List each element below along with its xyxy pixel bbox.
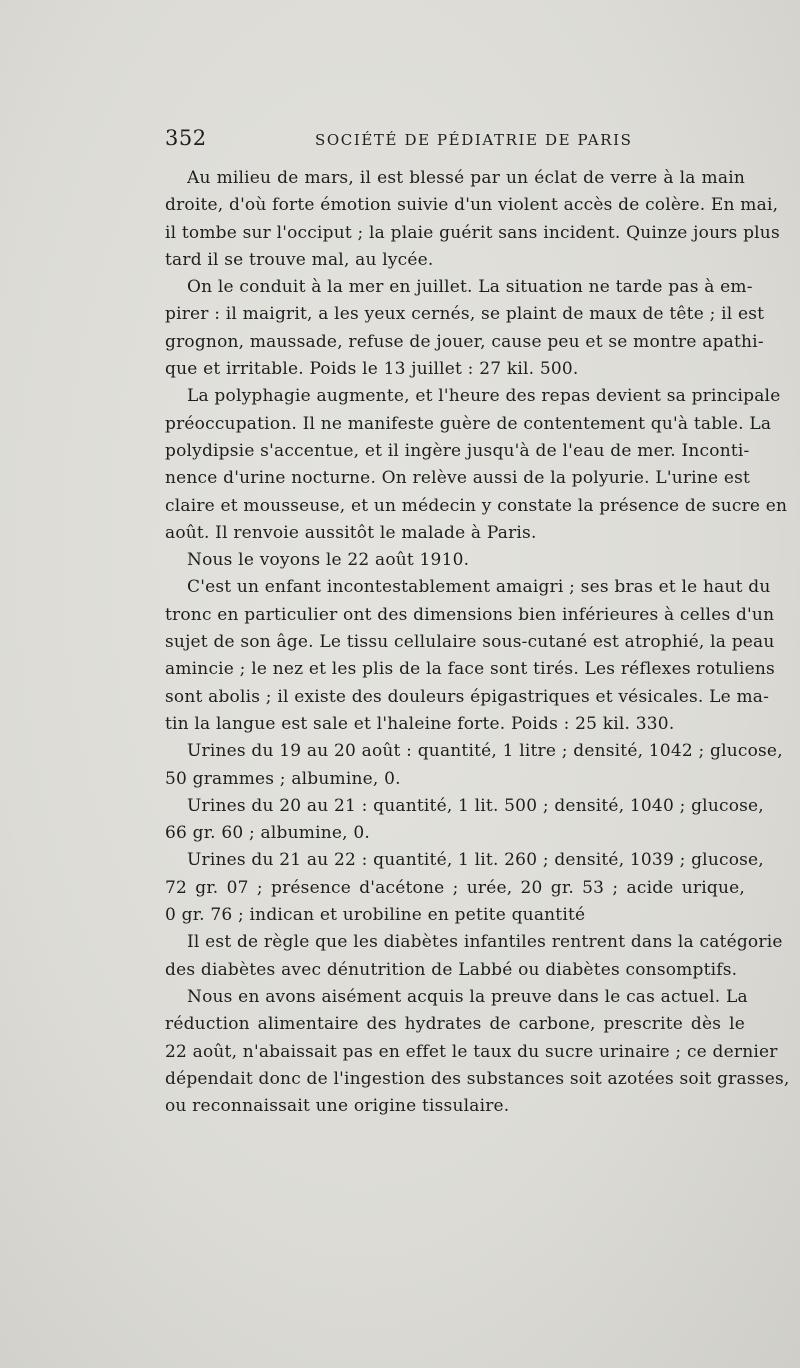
text-line: grognon, maussade, refuse de jouer, cause peu et se montre apathi- <box>165 331 764 352</box>
text-line: amincie ; le nez et les plis de la face sont tirés. Les réflexes rotuliens <box>165 659 775 680</box>
text-line: polydipsie s'accentue, et il ingère jusqu'à de l'eau de mer. Inconti- <box>165 440 750 461</box>
text-line: Urines du 20 au 21 : quantité, 1 lit. 500 ; densité, 1040 ; glucose, <box>187 795 764 816</box>
text-line: réduction alimentaire des hydrates de carbone, prescrite dès le <box>165 1014 745 1035</box>
text-line: des diabètes avec dénutrition de Labbé ou diabètes consomptifs. <box>165 959 738 980</box>
text-line: droite, d'où forte émotion suivie d'un violent accès de colère. En mai, <box>165 195 779 216</box>
body-text <box>165 165 790 1120</box>
text-line: dépendait donc de l'ingestion des substances soit azotées soit grasses, <box>165 1068 790 1089</box>
text-line: On le conduit à la mer en juillet. La situation ne tarde pas à em- <box>187 277 753 298</box>
text-line: 0 gr. 76 ; indican et urobiline en petite quantité <box>165 905 586 926</box>
text-line: 50 grammes ; albumine, 0. <box>165 768 401 789</box>
text-line: que et irritable. Poids le 13 juillet : 27 kil. 500. <box>165 359 579 380</box>
text-line: il tombe sur l'occiput ; la plaie guérit sans incident. Quinze jours plus <box>165 222 780 243</box>
text-line: ou reconnaissait une origine tissulaire. <box>165 1096 510 1117</box>
text-line: tard il se trouve mal, au lycée. <box>165 249 434 270</box>
text-line: Urines du 21 au 22 : quantité, 1 lit. 260 ; densité, 1039 ; glucose, <box>187 850 764 871</box>
text-line: tronc en particulier ont des dimensions bien inférieures à celles d'un <box>165 604 775 625</box>
running-title: SOCIÉTÉ DE PÉDIATRIE DE PARIS <box>315 131 633 149</box>
text-line: sujet de son âge. Le tissu cellulaire sous-cutané est atrophié, la peau <box>165 632 775 653</box>
text-line: pirer : il maigrit, a les yeux cernés, se plaint de maux de tête ; il est <box>165 304 765 325</box>
text-line: claire et mousseuse, et un médecin y constate la présence de sucre en <box>165 495 788 516</box>
text-line: C'est un enfant incontestablement amaigri ; ses bras et le haut du <box>187 577 771 598</box>
text-line: août. Il renvoie aussitôt le malade à Paris. <box>165 522 537 543</box>
text-line: 72 gr. 07 ; présence d'acétone ; urée, 20 gr. 53 ; acide urique, <box>165 877 745 898</box>
text-line: Nous en avons aisément acquis la preuve dans le cas actuel. La <box>187 986 748 1007</box>
text-line: 22 août, n'abaissait pas en effet le taux du sucre urinaire ; ce dernier <box>165 1041 778 1062</box>
page-number: 352 <box>165 126 207 150</box>
text-line: Nous le voyons le 22 août 1910. <box>187 550 470 571</box>
text-line: Il est de règle que les diabètes infantiles rentrent dans la catégorie <box>187 932 783 953</box>
text-line: nence d'urine nocturne. On relève aussi de la polyurie. L'urine est <box>165 468 751 489</box>
text-line: préoccupation. Il ne manifeste guère de contentement qu'à table. La <box>165 413 772 434</box>
page-header <box>165 126 755 156</box>
text-line: Urines du 19 au 20 août : quantité, 1 litre ; densité, 1042 ; glucose, <box>187 741 783 762</box>
text-line: La polyphagie augmente, et l'heure des repas devient sa principale <box>187 386 781 407</box>
text-line: Au milieu de mars, il est blessé par un éclat de verre à la main <box>187 168 745 188</box>
text-line: 66 gr. 60 ; albumine, 0. <box>165 823 370 844</box>
text-line: tin la langue est sale et l'haleine forte. Poids : 25 kil. 330. <box>165 713 675 734</box>
text-line: sont abolis ; il existe des douleurs épigastriques et vésicales. Le ma- <box>165 686 770 707</box>
